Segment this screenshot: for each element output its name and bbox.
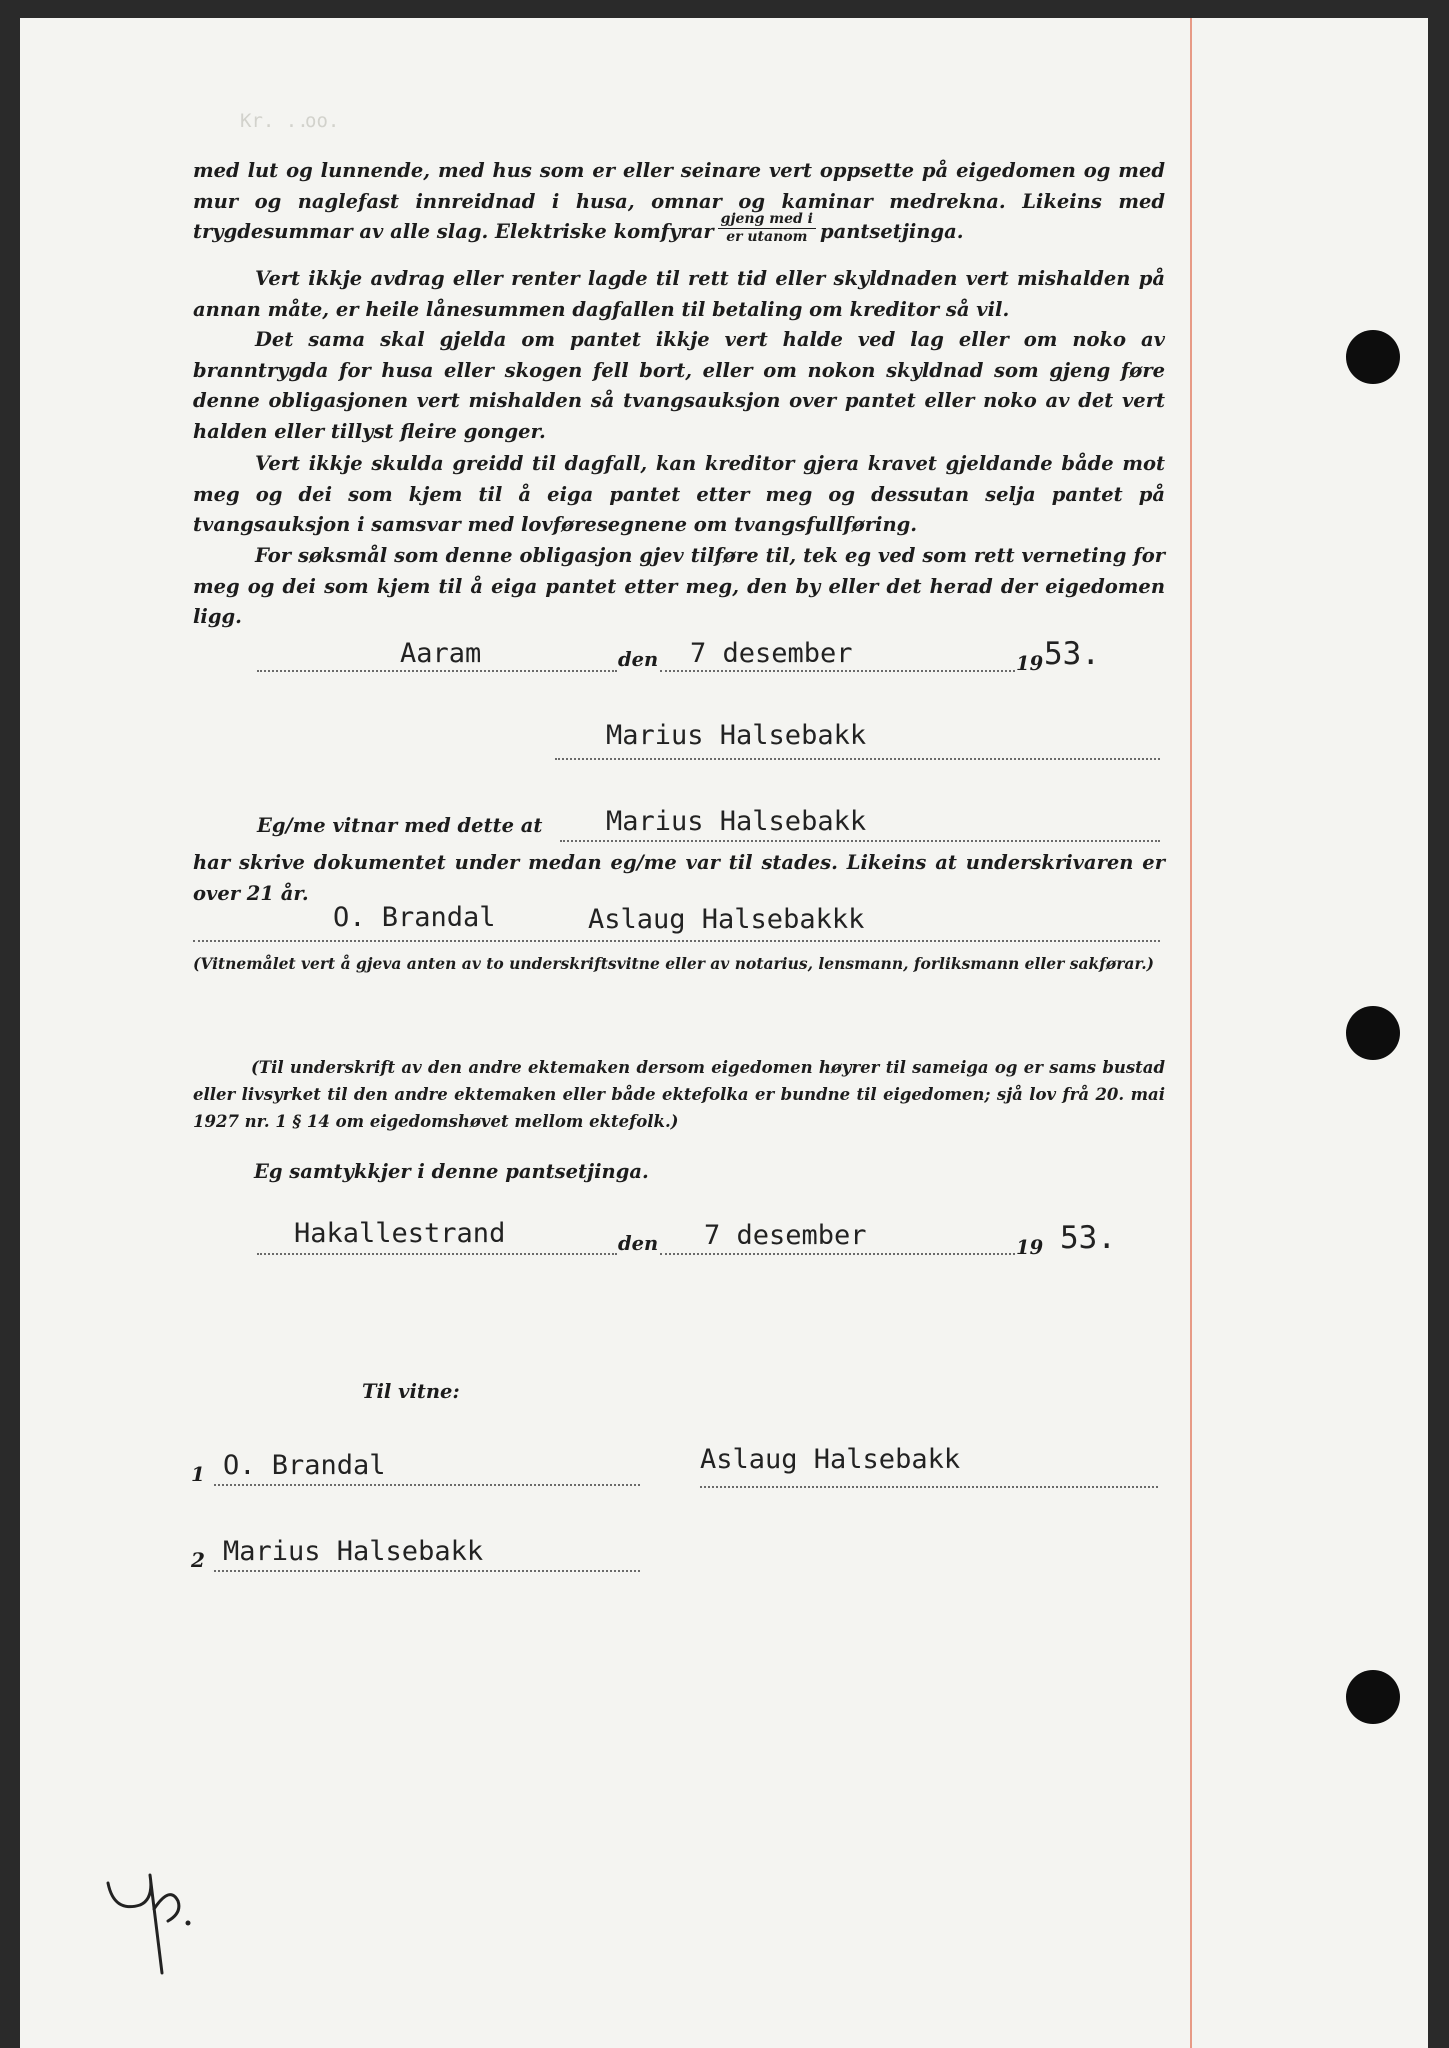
bleed-through-header: Kr. ..	[240, 110, 309, 132]
debtor-signature-line	[555, 758, 1160, 760]
paragraph-3: Det sama skal gjelda om pantet ikkje vert halde ved lag eller om noko av branntrygda for husa eller skogen fell bort, eller om nokon skyldnad som gjeng føre denne obligasjonen vert mishalden så tvangsauksjon over pantet eller noko av det vert halden eller tillyst fleire gonger.	[193, 328, 1165, 443]
punch-hole	[1346, 1006, 1400, 1060]
year-suffix-2: 53.	[1060, 1220, 1116, 1256]
paragraph-4: Vert ikkje skulda greidd til dagfall, kan kreditor gjera kravet gjeldande både mot meg og dei som kjem til å eiga pantet etter meg og dessutan selja pantet på tvangsauksjon i samsvar med lovføresegnene om tvangsfullføring.	[193, 452, 1165, 536]
final-witness-2-line	[214, 1570, 640, 1572]
year-suffix-1: 53.	[1044, 636, 1100, 672]
year-prefix-2: 19	[1016, 1236, 1044, 1259]
witnesses-line	[193, 940, 1160, 942]
witness-name-line	[560, 840, 1160, 842]
final-witness-1-line	[214, 1484, 640, 1486]
year-prefix-1: 19	[1016, 652, 1044, 675]
paragraph-2: Vert ikkje avdrag eller renter lagde til rett tid eller skyldnaden vert mishalden på annan måte, er heile lånesummen dagfallen til betaling om kreditor så vil.	[193, 267, 1165, 321]
witness-1-signature: O. Brandal	[333, 902, 496, 933]
witness-intro: Eg/me vitnar med dette at	[257, 814, 543, 837]
den-label-2: den	[618, 1232, 659, 1255]
date-line-1	[660, 670, 1015, 672]
place-1: Aaram	[400, 638, 482, 669]
den-label-1: den	[618, 648, 659, 671]
final-witness-2: Marius Halsebakk	[223, 1536, 484, 1567]
paragraph-5: For søksmål som denne obligasjon gjev tilføre til, tek eg ved som rett verneting for meg og dei som kjem til å eiga pantet etter meg, den by eller det herad der eigedomen ligg.	[193, 544, 1165, 628]
paragraph-1: med lut og lunnende, med hus som er eller seinare vert oppsette på eigedomen og med mur og naglefast innreidnad i husa, omnar og kaminar medrekna. Likeins med trygdesummar av alle slag. Elektriske komfyrar $\frac{\text{gjeng med i}}{\text{er utanom}}$ pantsetjinga.	[193, 159, 1165, 245]
place-2: Hakallestrand	[294, 1218, 506, 1249]
date-line-2	[660, 1253, 1015, 1255]
spouse-signature: Aslaug Halsebakk	[700, 1444, 961, 1475]
witness-text: har skrive dokumentet under medan eg/me var til stades. Likeins at underskrivaren er over 21 år.	[193, 851, 1165, 905]
consent-statement: Eg samtykkjer i denne pantsetjinga.	[254, 1160, 649, 1183]
date-2: 7 desember	[704, 1220, 867, 1251]
witness-note: (Vitnemålet vert å gjeva anten av to underskriftsvitne eller av notarius, lensmann, forliksmann eller sakførar.)	[193, 954, 1154, 973]
date-1: 7 desember	[690, 638, 853, 669]
punch-hole	[1346, 1670, 1400, 1724]
place-line-1	[257, 670, 617, 672]
witness-2-signature: Aslaug Halsebakkk	[588, 904, 865, 935]
witness-name: Marius Halsebakk	[606, 806, 867, 837]
witness-number-2: 2	[191, 1548, 205, 1572]
place-line-2	[257, 1253, 617, 1255]
spouse-note: (Til underskrift av den andre ektemaken dersom eigedomen høyrer til sameiga og er sams bustad eller livsyrket til den andre ektemaken eller både ektefolka er bundne til eigedomen; sjå lov frå 20. mai 1927 nr. 1 § 14 om eigedomshøvet mellom ektefolk.)	[193, 1058, 1165, 1131]
spouse-signature-line	[700, 1486, 1158, 1488]
witness-number-1: 1	[191, 1462, 205, 1486]
bleed-through-stamp: oo.	[305, 110, 340, 132]
til-vitne-label: Til vitne:	[362, 1380, 460, 1403]
final-witness-1: O. Brandal	[223, 1450, 386, 1481]
punch-hole	[1346, 330, 1400, 384]
margin-rule	[1190, 18, 1192, 2048]
handwritten-initials	[100, 1865, 200, 1985]
fraction: $\frac{\text{gjeng med i}}{\text{er utanom}}$	[718, 211, 816, 246]
debtor-signature: Marius Halsebakk	[606, 720, 867, 751]
